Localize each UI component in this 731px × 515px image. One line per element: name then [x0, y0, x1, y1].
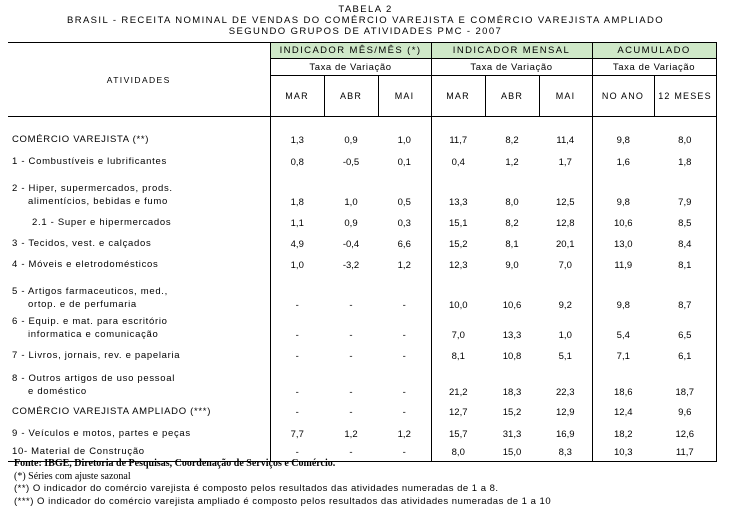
- value-cell: 8,1: [431, 344, 485, 365]
- row-label-line: COMÉRCIO VAREJISTA AMPLIADO (***): [12, 405, 212, 417]
- month-header: MAI: [539, 76, 592, 117]
- value-cell: 12,7: [431, 401, 485, 421]
- row-label-line: ortop. e de perfumaria: [28, 298, 137, 310]
- note-1: (*) Séries com ajuste sazonal: [14, 471, 131, 482]
- value-cell: -: [324, 443, 378, 462]
- value-cell: 11,9: [592, 253, 654, 274]
- value-cell: 1,0: [344, 196, 358, 208]
- row-label-line: 1 - Combustíveis e lubrificantes: [12, 155, 167, 167]
- value-cell: 7,0: [431, 314, 485, 344]
- value-cell: 9,8: [592, 171, 654, 211]
- value-cell: 9,0: [505, 259, 519, 271]
- value-cell: 15,2: [431, 232, 485, 253]
- value-cell: 31,3: [502, 428, 522, 440]
- value-cell: 1,6: [592, 149, 654, 171]
- value-cell: 8,2: [505, 217, 519, 229]
- row-label-line: 2 - Hiper, supermercados, prods.: [12, 182, 173, 194]
- row-label-line: 5 - Artigos farmaceuticos, med.,: [12, 285, 168, 297]
- group-header-mensal: INDICADOR MENSAL: [431, 43, 592, 59]
- value-cell: 10,6: [592, 211, 654, 232]
- value-cell: 9,8: [592, 117, 654, 149]
- row-label: [8, 274, 270, 314]
- value-cell: 11,4: [539, 117, 592, 149]
- value-cell: 1,2: [344, 428, 358, 440]
- table-row: [8, 401, 716, 421]
- value-cell: -: [349, 386, 353, 398]
- value-cell: 1,7: [558, 156, 572, 168]
- table-subtitle: SEGUNDO GRUPOS DE ATIVIDADES PMC - 2007: [228, 26, 503, 37]
- value-cell: 13,0: [592, 232, 654, 253]
- value-cell: 6,5: [654, 314, 716, 344]
- month-header: MAI: [378, 76, 431, 117]
- row-label-line: 10- Material de Construção: [12, 446, 145, 457]
- value-cell: 8,0: [654, 117, 716, 149]
- table-row: [8, 232, 716, 253]
- data-table: [8, 42, 717, 462]
- value-cell: 1,2: [505, 156, 519, 168]
- value-cell: -: [349, 329, 353, 341]
- value-cell: 21,2: [431, 365, 485, 401]
- table-row: [8, 365, 716, 401]
- value-cell: 1,2: [397, 428, 411, 440]
- row-label-line: e doméstico: [28, 385, 87, 397]
- value-cell: 9,6: [654, 401, 716, 421]
- row-label: [8, 421, 270, 443]
- table-row: [8, 274, 716, 314]
- row-label: [8, 344, 270, 365]
- value-cell: 18,7: [654, 365, 716, 401]
- month-header: MAR: [431, 76, 485, 117]
- value-cell: 9,8: [592, 274, 654, 314]
- value-cell: 1,8: [654, 149, 716, 171]
- value-cell: -: [402, 350, 406, 362]
- value-cell: -0,4: [342, 238, 360, 250]
- value-cell: 1,0: [270, 253, 324, 274]
- value-cell: 15,2: [502, 406, 522, 418]
- value-cell: -: [349, 406, 353, 418]
- column-header-atividades: ATIVIDADES: [8, 43, 270, 117]
- month-header: ABR: [324, 76, 378, 117]
- value-cell: 12,5: [556, 196, 575, 208]
- subheader-taxa-variacao: Taxa de Variação: [270, 59, 431, 76]
- value-cell: 4,9: [270, 232, 324, 253]
- value-cell: -: [270, 344, 324, 365]
- table-row: [8, 171, 716, 211]
- value-cell: 13,3: [431, 171, 485, 211]
- value-cell: 1,0: [558, 329, 572, 341]
- value-cell: -: [402, 329, 406, 341]
- row-label: [8, 253, 270, 274]
- table-row: [8, 149, 716, 171]
- source-line: Fonte: IBGE, Diretoria de Pesquisas, Coordenação de Serviços e Comércio.: [14, 458, 336, 469]
- value-cell: 10,0: [431, 274, 485, 314]
- value-cell: 15,0: [485, 443, 539, 462]
- value-cell: 0,1: [397, 156, 411, 168]
- value-cell: 12,3: [431, 253, 485, 274]
- value-cell: 20,1: [556, 238, 575, 250]
- value-cell: -: [270, 365, 324, 401]
- month-header: 12 MESES: [654, 76, 716, 117]
- value-cell: -: [349, 299, 353, 311]
- value-cell: 8,1: [654, 253, 716, 274]
- value-cell: 1,3: [270, 117, 324, 149]
- row-label-line: COMÉRCIO VAREJISTA (**): [12, 133, 150, 145]
- value-cell: 12,4: [592, 401, 654, 421]
- row-label: [8, 314, 270, 344]
- value-cell: 6,1: [654, 344, 716, 365]
- value-cell: 13,3: [502, 329, 522, 341]
- table-row: [8, 117, 716, 149]
- value-cell: 12,6: [654, 421, 716, 443]
- value-cell: -: [349, 350, 353, 362]
- value-cell: 18,6: [592, 365, 654, 401]
- value-cell: 18,2: [592, 421, 654, 443]
- value-cell: 7,1: [592, 344, 654, 365]
- value-cell: -: [378, 443, 431, 462]
- value-cell: 8,0: [505, 196, 519, 208]
- value-cell: 0,9: [344, 217, 358, 229]
- row-label-line: 4 - Móveis e eletrodomésticos: [12, 258, 159, 270]
- value-cell: 10,6: [502, 299, 522, 311]
- row-label-line: 7 - Livros, jornais, rev. e papelaria: [12, 349, 181, 361]
- row-label: [8, 401, 270, 421]
- row-label: [8, 365, 270, 401]
- value-cell: 5,4: [592, 314, 654, 344]
- value-cell: 9,2: [558, 299, 572, 311]
- value-cell: 7,7: [270, 421, 324, 443]
- value-cell: -: [270, 314, 324, 344]
- value-cell: 8,3: [539, 443, 592, 462]
- row-label-line: informatica e comunicação: [28, 328, 159, 340]
- group-header-mes-mes: INDICADOR MÊS/MÊS (*): [270, 43, 431, 59]
- month-header: NO ANO: [592, 76, 654, 117]
- table-row: [8, 253, 716, 274]
- value-cell: 6,6: [397, 238, 411, 250]
- value-cell: 12,9: [556, 406, 575, 418]
- row-label: [8, 171, 270, 211]
- value-cell: 8,1: [505, 238, 519, 250]
- value-cell: 10,3: [592, 443, 654, 462]
- row-label: [8, 211, 270, 232]
- value-cell: -0,5: [342, 156, 360, 168]
- value-cell: 16,9: [556, 428, 575, 440]
- value-cell: 10,8: [502, 350, 522, 362]
- value-cell: 22,3: [556, 386, 575, 398]
- value-cell: -: [402, 299, 406, 311]
- value-cell: 5,1: [558, 350, 572, 362]
- value-cell: 8,4: [654, 232, 716, 253]
- value-cell: 15,1: [431, 211, 485, 232]
- value-cell: 8,0: [431, 443, 485, 462]
- value-cell: 0,4: [431, 149, 485, 171]
- table-row: [8, 421, 716, 443]
- subheader-taxa-variacao: Taxa de Variação: [592, 59, 716, 76]
- value-cell: 15,7: [431, 421, 485, 443]
- value-cell: -: [402, 386, 406, 398]
- group-header-acumulado: ACUMULADO: [592, 43, 716, 59]
- value-cell: -: [402, 406, 406, 418]
- month-header: MAR: [270, 76, 324, 117]
- value-cell: 1,1: [270, 211, 324, 232]
- table-row: [8, 314, 716, 344]
- row-label-line: 3 - Tecidos, vest. e calçados: [12, 237, 152, 249]
- subheader-taxa-variacao: Taxa de Variação: [431, 59, 592, 76]
- value-cell: 8,7: [654, 274, 716, 314]
- value-cell: 11,7: [654, 443, 716, 462]
- table-title: BRASIL - RECEITA NOMINAL DE VENDAS DO COMÉRCIO VAREJISTA E COMÉRCIO VAREJISTA AMPLIADO: [66, 15, 665, 26]
- note-3: (***) O indicador do comércio varejista ampliado é composto pelos resultados das atividades numeradas de 1 a 10: [14, 496, 552, 507]
- row-label-line: 2.1 - Super e hipermercados: [32, 216, 172, 228]
- value-cell: -: [270, 274, 324, 314]
- value-cell: 1,2: [397, 259, 411, 271]
- row-label-line: 9 - Veículos e motos, partes e peças: [12, 427, 191, 439]
- row-label-line: 6 - Equip. e mat. para escritório: [12, 315, 168, 327]
- value-cell: -3,2: [342, 259, 360, 271]
- value-cell: 7,0: [558, 259, 572, 271]
- value-cell: 12,8: [556, 217, 575, 229]
- value-cell: 7,9: [654, 171, 716, 211]
- row-label-line: 8 - Outros artigos de uso pessoal: [12, 372, 176, 384]
- table-row: [8, 344, 716, 365]
- value-cell: -: [270, 443, 324, 462]
- value-cell: 1,0: [378, 117, 431, 149]
- value-cell: 0,5: [397, 196, 411, 208]
- row-label: [8, 149, 270, 171]
- value-cell: 0,3: [397, 217, 411, 229]
- row-label: [8, 117, 270, 149]
- month-header: ABR: [485, 76, 539, 117]
- value-cell: 0,8: [270, 149, 324, 171]
- value-cell: 11,7: [431, 117, 485, 149]
- row-label: [8, 232, 270, 253]
- value-cell: 8,5: [654, 211, 716, 232]
- note-2: (**) O indicador do comércio varejista é composto pelos resultados das atividades numeradas de 1 a 8.: [14, 483, 499, 494]
- value-cell: -: [270, 401, 324, 421]
- value-cell: 0,9: [324, 117, 378, 149]
- row-label-line: alimentícios, bebidas e fumo: [28, 195, 168, 207]
- value-cell: 8,2: [485, 117, 539, 149]
- table-number: TABELA 2: [338, 4, 393, 15]
- table-row: [8, 211, 716, 232]
- value-cell: 1,8: [270, 171, 324, 211]
- value-cell: 18,3: [502, 386, 522, 398]
